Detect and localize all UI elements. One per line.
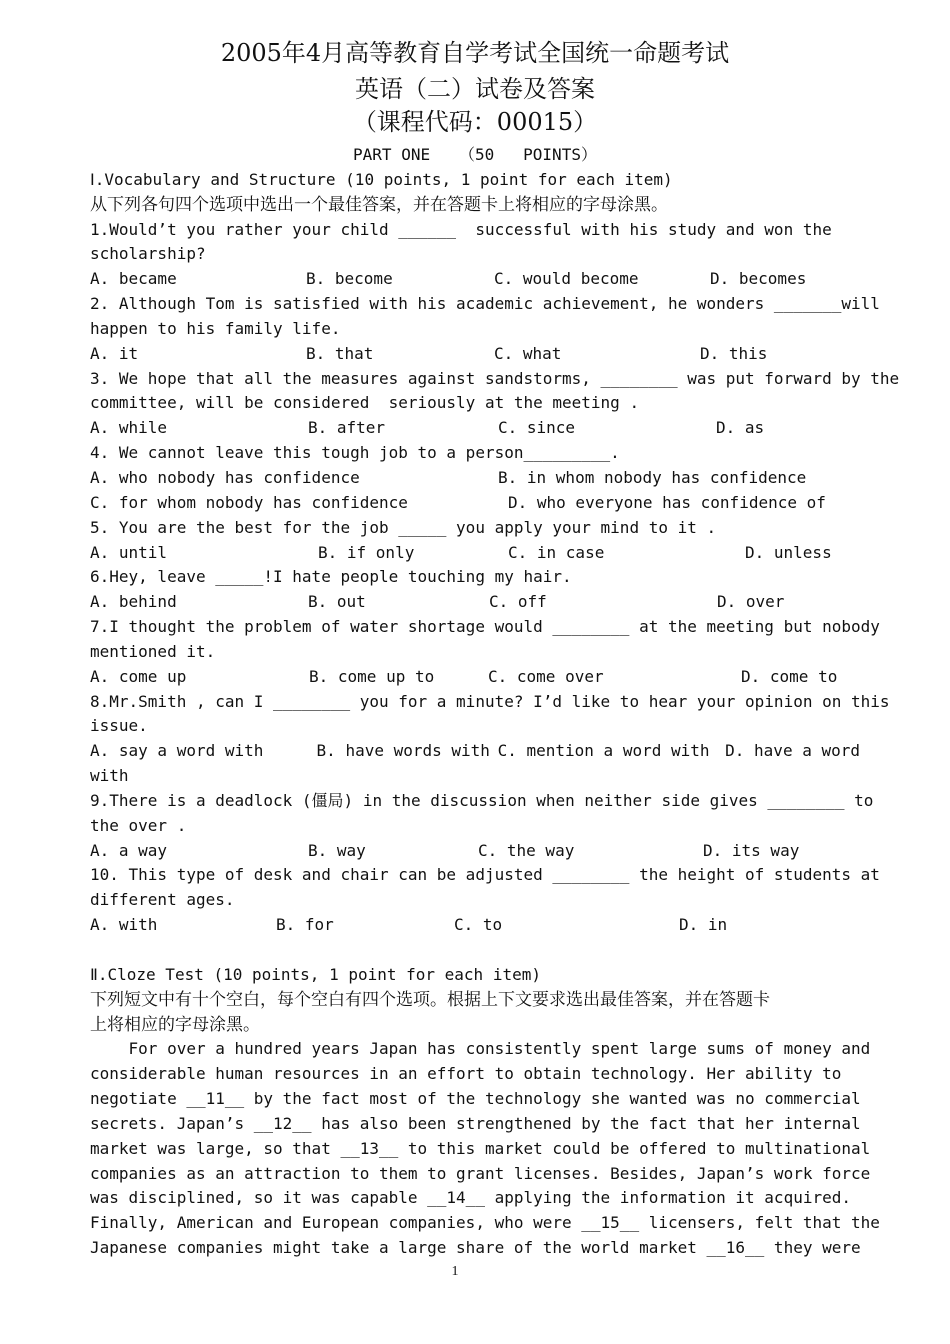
option-c: C. off (489, 592, 547, 612)
option-d: D. in (679, 915, 728, 935)
option-d: D. who everyone has confidence of (508, 492, 826, 512)
option-a: A. until (90, 542, 168, 562)
question-6-options (90, 590, 860, 615)
spacer (90, 938, 860, 963)
option-b: B. if only (318, 542, 415, 562)
option-c: C. what (494, 343, 562, 363)
option-a: A. with (90, 915, 158, 935)
question-2-cont: happen to his family life. (90, 318, 341, 338)
option-b: B. that (306, 343, 374, 363)
option-b: B. out (308, 592, 366, 612)
question-7-cont: mentioned it. (90, 641, 216, 661)
option-b: B. come up to (309, 666, 435, 686)
question-7-options (90, 665, 860, 690)
section2-instruction-cont: 上将相应的字母涂黑。 (90, 1014, 260, 1035)
option-a: A. while (90, 418, 168, 438)
question-1-cont: scholarship? (90, 244, 206, 264)
question-9-cont: the over . (90, 815, 187, 835)
cloze-line-2: considerable human resources in an effort to obtain technology. Her ability to (90, 1064, 842, 1084)
question-8-cont: issue. (90, 716, 148, 736)
option-a: A. who nobody has confidence (90, 467, 360, 487)
cloze-line-8: Finally, American and European companies, who were __15__ licensers, felt that the (90, 1213, 880, 1233)
option-d: D. unless (745, 542, 832, 562)
option-c: C. since (498, 418, 576, 438)
section1-instruction: 从下列各句四个选项中选出一个最佳答案，并在答题卡上将相应的字母涂黑。 (90, 194, 668, 215)
option-d: D. as (716, 418, 765, 438)
option-c: C. in case (508, 542, 605, 562)
option-b: B. have words with (316, 741, 490, 761)
course-code: （课程代码：00015） (352, 108, 598, 136)
cloze-line-7: was disciplined, so it was capable __14__ applying the information it acquired. (90, 1188, 851, 1208)
question-10-options (90, 913, 860, 938)
cloze-line-6: companies as an attraction to them to grant licenses. Besides, Japan’s work force (90, 1163, 871, 1183)
option-c: C. to (454, 915, 503, 935)
option-c: C. for whom nobody has confidence (90, 492, 408, 512)
exam-content (90, 143, 900, 1261)
question-2-options (90, 342, 860, 367)
cloze-line-1: For over a hundred years Japan has consistently spent large sums of money and (90, 1039, 871, 1059)
question-10: 10. This type of desk and chair can be adjusted ________ the height of students at (90, 865, 880, 885)
exam-title: 2005年4月高等教育自学考试全国统一命题考试 (220, 39, 730, 67)
question-3: 3. We hope that all the measures against sandstorms, ________ was put forward by the (90, 368, 900, 388)
option-c: C. come over (488, 666, 604, 686)
option-c: C. the way (478, 840, 575, 860)
option-d: D. over (717, 592, 785, 612)
question-4-options-cd (90, 491, 860, 516)
question-4: 4. We cannot leave this tough job to a person_________. (90, 443, 620, 463)
option-b: B. in whom nobody has confidence (498, 467, 807, 487)
question-10-cont: different ages. (90, 890, 235, 910)
option-b: B. way (308, 840, 366, 860)
option-a: A. a way (90, 840, 168, 860)
option-d: D. come to (741, 666, 838, 686)
question-4-options-ab (90, 466, 860, 491)
question-1-options (90, 267, 860, 292)
cloze-line-5: market was large, so that __13__ to this market could be offered to multinational (90, 1138, 871, 1158)
cloze-line-3: negotiate __11__ by the fact most of the technology she wanted was no commercial (90, 1089, 861, 1109)
option-a: A. became (90, 269, 177, 289)
option-d: D. have a word (725, 741, 860, 761)
option-c: C. would become (494, 269, 639, 289)
option-a: A. it (90, 343, 139, 363)
option-b: B. after (308, 418, 386, 438)
question-3-cont: committee, will be considered seriously at the meeting . (90, 393, 640, 413)
cloze-line-9: Japanese companies might take a large share of the world market __16__ they were (90, 1238, 861, 1258)
question-7: 7.I thought the problem of water shortage would ________ at the meeting but nobody (90, 617, 880, 637)
section1-heading: Ⅰ.Vocabulary and Structure (10 points, 1 point for each item) (90, 169, 673, 189)
page-number: 1 (451, 1264, 459, 1279)
option-b: B. become (306, 269, 393, 289)
question-8-option-d-cont: with (90, 766, 129, 786)
option-d: D. this (700, 343, 768, 363)
option-b: B. for (276, 915, 334, 935)
question-3-options (90, 416, 860, 441)
question-2: 2. Although Tom is satisfied with his academic achievement, he wonders _______will (90, 294, 880, 314)
option-a: A. behind (90, 592, 177, 612)
option-d: D. becomes (710, 269, 807, 289)
question-9: 9.There is a deadlock (僵局) in the discussion when neither side gives ________ to (90, 790, 874, 810)
exam-subject: 英语（二）试卷及答案 (355, 75, 595, 103)
question-5: 5. You are the best for the job _____ you apply your mind to it . (90, 517, 717, 537)
section2-instruction: 下列短文中有十个空白，每个空白有四个选项。根据上下文要求选出最佳答案，并在答题卡 (90, 989, 770, 1010)
question-1: 1.Would’t you rather your child ______ successful with his study and won the (90, 219, 832, 239)
part-one-heading: PART ONE （50 POINTS） (353, 145, 597, 164)
question-8-options (90, 739, 860, 764)
option-d: D. its way (703, 840, 800, 860)
section2-heading: Ⅱ.Cloze Test (10 points, 1 point for each item) (90, 964, 541, 984)
question-6: 6.Hey, leave _____!I hate people touching my hair. (90, 567, 572, 587)
option-a: A. come up (90, 666, 187, 686)
question-9-options (90, 839, 860, 864)
question-5-options (90, 541, 860, 566)
question-8: 8.Mr.Smith , can I ________ you for a minute? I’d like to hear your opinion on this (90, 691, 890, 711)
option-c: C. mention a word with (497, 741, 710, 761)
cloze-line-4: secrets. Japan’s __12__ has also been strengthened by the fact that her internal (90, 1113, 861, 1133)
option-a: A. say a word with (90, 741, 264, 761)
